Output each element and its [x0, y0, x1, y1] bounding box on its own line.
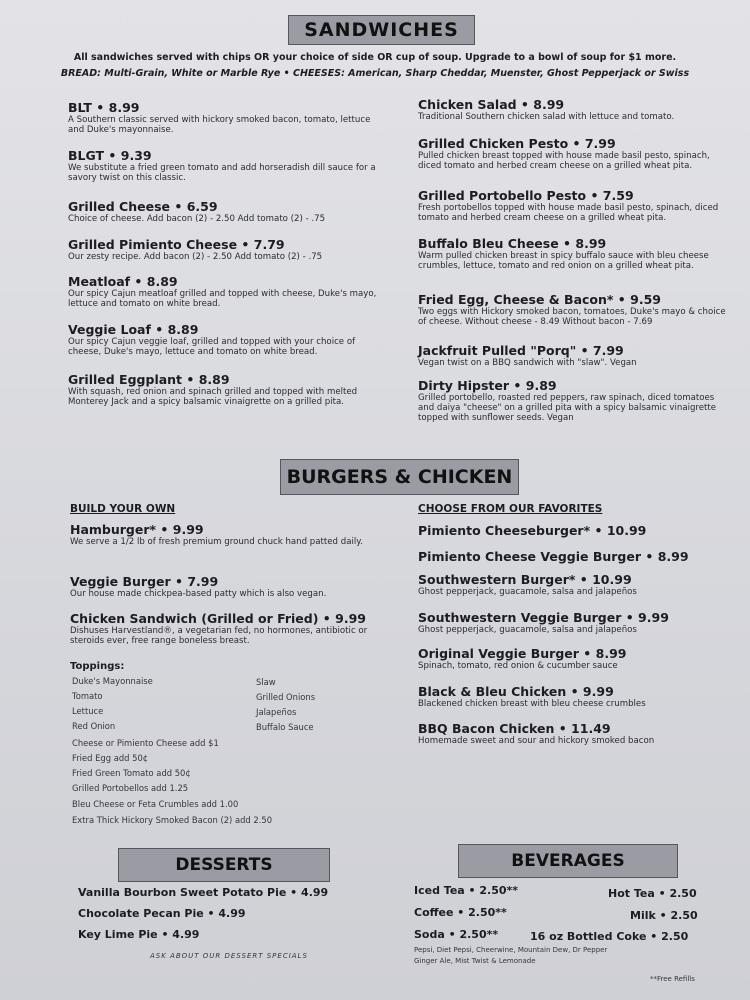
- item-desc: Our zesty recipe. Add bacon (2) - 2.50 Add tomato (2) - .75: [68, 252, 323, 262]
- item-name: Pimiento Cheeseburger* • 10.99: [418, 523, 647, 538]
- menu-item: [418, 97, 733, 122]
- item-name: Fried Egg, Cheese & Bacon* • 9.59: [418, 292, 661, 307]
- menu-item: [418, 136, 733, 171]
- item-name: Veggie Loaf • 8.89: [68, 322, 199, 337]
- toppings-label: Toppings:: [70, 661, 125, 672]
- item-name: Southwestern Burger* • 10.99: [418, 572, 632, 587]
- menu-item: [418, 549, 728, 564]
- beverages-heading: BEVERAGES: [458, 844, 678, 878]
- beverage-item: Soda • 2.50**: [414, 928, 499, 941]
- item-desc: Grilled portobello, roasted red peppers, raw spinach, diced tomatoes and daiya "cheese" on a grilled pita with a spicy balsamic vinaigrette topped with sunflower seeds. Vegan: [418, 393, 717, 423]
- menu-item: [68, 199, 388, 224]
- menu-item: [418, 343, 733, 368]
- topping: Red Onion: [72, 721, 116, 731]
- item-name: Grilled Cheese • 6.59: [68, 199, 218, 214]
- beverage-item: Iced Tea • 2.50**: [414, 884, 519, 897]
- item-desc: Two eggs with Hickory smoked bacon, tomatoes, Duke's mayo & choice of cheese. Without cheese - 8.49 Without bacon - 7.69: [418, 307, 726, 327]
- item-name: Grilled Chicken Pesto • 7.99: [418, 136, 616, 151]
- beverage-item: 16 oz Bottled Coke • 2.50: [530, 930, 689, 943]
- menu-item: [68, 100, 388, 135]
- item-desc: With squash, red onion and spinach grilled and topped with melted Monterey Jack and a spicy balsamic vinaigrette on a grilled pita.: [68, 387, 358, 407]
- bread-cheese-options: BREAD: Multi-Grain, White or Marble Rye • CHEESES: American, Sharp Cheddar, Muenster, Ghost Pepperjack or Swiss: [60, 68, 690, 79]
- menu-item: [68, 274, 388, 309]
- extra-option: Extra Thick Hickory Smoked Bacon (2) add 2.50: [72, 815, 273, 825]
- menu-item: [68, 148, 388, 183]
- topping: Tomato: [72, 691, 103, 701]
- build-your-own-heading: BUILD YOUR OWN: [70, 503, 176, 515]
- menu-item: [68, 237, 388, 262]
- item-desc: Dishuses Harvestland®, a vegetarian fed, no hormones, antibiotic or steroids ever, free range boneless breast.: [70, 626, 368, 646]
- topping: Slaw: [256, 677, 276, 687]
- topping: Jalapeños: [256, 707, 297, 717]
- menu-item: [70, 611, 370, 646]
- item-desc: Our spicy Cajun veggie loaf, grilled and topped with your choice of cheese, Duke's mayo, lettuce and tomato on white bread.: [68, 337, 356, 357]
- sandwiches-intro: All sandwiches served with chips OR your choice of side OR cup of soup. Upgrade to a bowl of soup for $1 more.: [73, 52, 677, 63]
- item-name: Black & Bleu Chicken • 9.99: [418, 684, 614, 699]
- beverage-item: Hot Tea • 2.50: [608, 887, 697, 900]
- item-desc: Fresh portobellos topped with house made basil pesto, spinach, diced tomato and herbed cream cheese on a grilled wheat pita.: [418, 203, 719, 223]
- item-name: BLT • 8.99: [68, 100, 140, 115]
- item-desc: Warm pulled chicken breast in spicy buffalo sauce with bleu cheese crumbles, lettuce, tomato and red onion on a grilled wheat pita.: [418, 251, 709, 271]
- item-name: Chicken Sandwich (Grilled or Fried) • 9.99: [70, 611, 366, 626]
- item-desc: Vegan twist on a BBQ sandwich with "slaw". Vegan: [418, 358, 637, 368]
- item-desc: Homemade sweet and sour and hickory smoked bacon: [418, 736, 655, 746]
- item-name: Dirty Hipster • 9.89: [418, 378, 557, 393]
- item-name: BLGT • 9.39: [68, 148, 152, 163]
- item-desc: Traditional Southern chicken salad with lettuce and tomato.: [418, 112, 675, 122]
- dessert-item: Vanilla Bourbon Sweet Potato Pie • 4.99: [78, 886, 329, 899]
- extra-option: Grilled Portobellos add 1.25: [72, 783, 189, 793]
- menu-item: [418, 721, 728, 746]
- item-name: Jackfruit Pulled "Porq" • 7.99: [418, 343, 624, 358]
- dessert-specials-note: ASK ABOUT OUR DESSERT SPECIALS: [150, 952, 308, 960]
- menu-item: [418, 610, 728, 635]
- item-name: BBQ Bacon Chicken • 11.49: [418, 721, 611, 736]
- refill-footnote: **Free Refills: [650, 975, 695, 983]
- menu-item: [68, 372, 388, 407]
- topping: Grilled Onions: [256, 692, 316, 702]
- item-name: Pimiento Cheese Veggie Burger • 8.99: [418, 549, 689, 564]
- item-name: Southwestern Veggie Burger • 9.99: [418, 610, 669, 625]
- item-name: Buffalo Bleu Cheese • 8.99: [418, 236, 607, 251]
- soda-options: Pepsi, Diet Pepsi, Cheerwine, Mountain Dew, Dr Pepper: [414, 946, 608, 954]
- item-desc: Spinach, tomato, red onion & cucumber sauce: [418, 661, 618, 671]
- desserts-heading: DESSERTS: [118, 848, 330, 882]
- sandwiches-heading: SANDWICHES: [288, 15, 475, 45]
- item-desc: Our house made chickpea-based patty which is also vegan.: [70, 589, 327, 599]
- item-desc: Choice of cheese. Add bacon (2) - 2.50 Add tomato (2) - .75: [68, 214, 326, 224]
- menu-item: [68, 322, 388, 357]
- soda-options: Ginger Ale, Mist Twist & Lemonade: [414, 957, 536, 965]
- menu-item: [418, 523, 728, 538]
- menu-item: [418, 292, 733, 327]
- extra-option: Cheese or Pimiento Cheese add $1: [72, 738, 219, 748]
- dessert-item: Key Lime Pie • 4.99: [78, 928, 200, 941]
- item-name: Veggie Burger • 7.99: [70, 574, 219, 589]
- item-desc: Ghost pepperjack, guacamole, salsa and jalapeños: [418, 625, 637, 635]
- burgers-heading: BURGERS & CHICKEN: [280, 459, 519, 495]
- menu-item: [418, 378, 733, 423]
- extra-option: Fried Egg add 50¢: [72, 753, 149, 763]
- item-name: Meatloaf • 8.89: [68, 274, 178, 289]
- topping: Lettuce: [72, 706, 104, 716]
- topping: Duke's Mayonnaise: [72, 676, 153, 686]
- menu-item: [70, 522, 370, 547]
- item-desc: We substitute a fried green tomato and add horseradish dill sauce for a savory twist on this classic.: [68, 163, 376, 183]
- item-desc: Our spicy Cajun meatloaf grilled and topped with cheese, Duke's mayo, lettuce and tomato on white bread.: [68, 289, 377, 309]
- topping: Buffalo Sauce: [256, 722, 314, 732]
- menu-item: [418, 188, 733, 223]
- favorites-heading: CHOOSE FROM OUR FAVORITES: [418, 503, 603, 515]
- menu-item: [70, 574, 370, 599]
- item-desc: Ghost pepperjack, guacamole, salsa and jalapeños: [418, 587, 637, 597]
- extra-option: Fried Green Tomato add 50¢: [72, 768, 191, 778]
- menu-item: [418, 684, 728, 709]
- item-name: Chicken Salad • 8.99: [418, 97, 565, 112]
- item-name: Original Veggie Burger • 8.99: [418, 646, 627, 661]
- item-name: Grilled Eggplant • 8.89: [68, 372, 230, 387]
- menu-item: [418, 646, 728, 671]
- menu-item: [418, 236, 733, 271]
- beverage-item: Milk • 2.50: [630, 909, 698, 922]
- item-name: Grilled Pimiento Cheese • 7.79: [68, 237, 285, 252]
- menu-item: [418, 572, 728, 597]
- extra-option: Bleu Cheese or Feta Crumbles add 1.00: [72, 799, 239, 809]
- item-name: Grilled Portobello Pesto • 7.59: [418, 188, 634, 203]
- item-desc: Pulled chicken breast topped with house made basil pesto, spinach, diced tomato and herbed cream cheese on a grilled wheat pita.: [418, 151, 710, 171]
- beverage-item: Coffee • 2.50**: [414, 906, 507, 919]
- item-name: Hamburger* • 9.99: [70, 522, 204, 537]
- item-desc: We serve a 1/2 lb of fresh premium ground chuck hand patted daily.: [70, 537, 363, 547]
- dessert-item: Chocolate Pecan Pie • 4.99: [78, 907, 246, 920]
- item-desc: A Southern classic served with hickory smoked bacon, tomato, lettuce and Duke's mayonnaise.: [68, 115, 371, 135]
- item-desc: Blackened chicken breast with bleu cheese crumbles: [418, 699, 646, 709]
